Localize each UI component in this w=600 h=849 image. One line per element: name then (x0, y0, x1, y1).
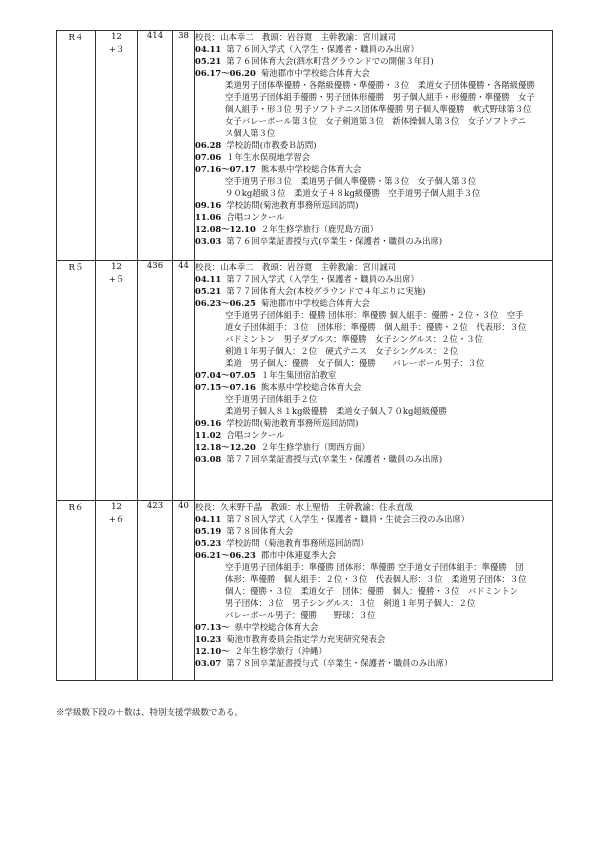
class-count-cell (96, 501, 138, 681)
event-text: 第７８回卒業証書授与式（卒業生・保護者・職員のみ出席） (226, 658, 453, 668)
event-text: 個人：優勝・３位 柔道女子 団体：優勝 個人：優勝・３位 バドミントン (225, 586, 518, 596)
event-text: 空手道男子団体組手：優勝 団体形：準優勝 個人組手：優勝・２位・３位 空手 (225, 310, 524, 320)
event-line (195, 501, 552, 513)
staff-count-cell: 40 (173, 501, 195, 681)
event-text: 第７７回体育大会(本校グラウンドで４年ぶりに実施) (226, 286, 426, 296)
year-cell: R４ (57, 31, 96, 261)
event-text: 学校訪問（菊池教育事務所巡回訪問） (226, 538, 369, 548)
event-text: ２年生修学旅行（鹿児島方面） (260, 224, 379, 234)
event-text: 第７６回体育大会(泗水町営グラウンドでの開催３年目) (226, 56, 434, 66)
event-text: 県中学校総合体育大会 (234, 622, 319, 632)
event-text: 男子団体：３位 男子シングルス：３位 剣道１年男子個人：２位 (225, 598, 476, 608)
event-line (195, 597, 552, 609)
event-date: 06.28 (195, 140, 222, 150)
event-line (195, 609, 552, 621)
event-text: 第７６回入学式（入学生・保護者・職員のみ出席） (226, 44, 419, 54)
event-text: ス個人第３位 (225, 128, 276, 138)
event-line (195, 151, 552, 163)
event-text: 校長：山本幸二 教頭：岩谷寛 主幹教諭：宮川誠司 (195, 32, 396, 42)
event-text: バレーボール男子：優勝 野球：３位 (225, 610, 376, 620)
event-date: 12.08～12.10 (195, 224, 256, 234)
event-text: 第７７回入学式（入学生・保護者・職員のみ出席） (226, 274, 419, 284)
event-date: 09.16 (195, 418, 222, 428)
event-date: 07.13～ (195, 622, 230, 632)
event-line (195, 513, 552, 525)
event-text: 柔道 男子個人：優勝 女子個人：優勝 バレーボール男子：３位 (225, 358, 485, 368)
event-date: 03.03 (195, 236, 222, 246)
event-text: １年生水俣現地学習会 (226, 152, 310, 162)
event-line (195, 235, 552, 247)
class-count: +５ (108, 275, 125, 285)
event-text: 学校訪問(菊池教育事務所巡回訪問) (226, 418, 359, 428)
event-line (195, 163, 552, 175)
event-line (195, 333, 552, 345)
event-line (195, 321, 552, 333)
event-line (195, 211, 552, 223)
class-count: 12 (111, 32, 122, 42)
event-text: 学校訪問(菊池教育事務所巡回訪問) (226, 200, 359, 210)
event-line (195, 357, 552, 369)
event-text: 第７８回体育大会 (226, 526, 294, 536)
event-line (195, 175, 552, 187)
event-line (195, 31, 552, 43)
event-text: ２年生修学旅行（関西方面） (260, 442, 370, 452)
event-text: 剣道１年男子個人：２位 硬式テニス 女子シングルス：２位 (225, 346, 459, 356)
event-line (195, 345, 552, 357)
event-line (195, 309, 552, 321)
event-date: 12.10～ (195, 646, 230, 656)
event-line (195, 453, 552, 465)
year-row (57, 501, 553, 681)
event-line (195, 273, 552, 285)
event-date: 03.08 (195, 454, 222, 464)
event-line (195, 381, 552, 393)
event-line (195, 393, 552, 405)
event-line (195, 441, 552, 453)
event-date: 04.11 (195, 514, 222, 524)
class-count: +３ (108, 45, 125, 55)
event-date: 06.23～06.25 (195, 298, 256, 308)
event-text: バドミントン 男子ダブルス：準優勝 女子シングルス：２位・３位 (225, 334, 483, 344)
event-text: ２年生修学旅行（沖縄） (234, 646, 327, 656)
event-line (195, 645, 552, 657)
event-date: 04.11 (195, 274, 222, 284)
event-list-cell (195, 261, 553, 501)
event-date: 07.15～07.16 (195, 382, 256, 392)
event-date: 06.21～06.23 (195, 550, 256, 560)
event-line (195, 549, 552, 561)
event-line (195, 115, 552, 127)
year-row (57, 261, 553, 501)
event-text: 体形：準優勝 個人組手：２位・３位 代表個人形：３位 柔道男子団体：３位 (225, 574, 527, 584)
event-line (195, 43, 552, 55)
event-line (195, 525, 552, 537)
event-line (195, 91, 552, 103)
event-date: 07.04～07.05 (195, 370, 256, 380)
event-text: 合唱コンクール (226, 212, 285, 222)
event-date: 04.11 (195, 44, 222, 54)
event-line (195, 79, 552, 91)
event-list-cell (195, 31, 553, 261)
staff-count-cell: 38 (173, 31, 195, 261)
event-line (195, 657, 552, 669)
event-line (195, 261, 552, 273)
event-text: 菊池市教育委員会指定学力充実研究発表会 (226, 634, 386, 644)
event-text: 合唱コンクール (226, 430, 285, 440)
student-count-cell: 436 (138, 261, 173, 501)
event-text: 柔道男子個人８１kg級優勝 柔道女子個人７０kg超級優勝 (225, 406, 447, 416)
event-date: 06.17～06.20 (195, 68, 256, 78)
event-line (195, 369, 552, 381)
event-line (195, 103, 552, 115)
event-text: 個人組手・形３位 男子ソフトテニス団体準優勝 男子個人準優勝 軟式野球第３位 (225, 104, 532, 114)
event-text: 校長：久米野千晶 教頭：水上聖悟 主幹教諭：住永直哉 (195, 502, 413, 512)
event-date: 12.18～12.20 (195, 442, 256, 452)
year-cell: R５ (57, 261, 96, 501)
event-line (195, 67, 552, 79)
event-line (195, 285, 552, 297)
event-text: 第７８回入学式（入学生・保護者・職員・生徒会三役のみ出席） (226, 514, 470, 524)
event-text: ９０kg超級３位 柔道女子４８kg級優勝 空手道男子個人組手３位 (225, 188, 481, 198)
event-date: 05.19 (195, 526, 222, 536)
event-text: 菊池郡市中学校総合体育大会 (260, 68, 370, 78)
event-line (195, 297, 552, 309)
event-text: １年生集団宿泊教室 (260, 370, 337, 380)
student-count-cell: 423 (138, 501, 173, 681)
event-line (195, 537, 552, 549)
event-line (195, 223, 552, 235)
event-text: 郡市中体連夏季大会 (260, 550, 337, 560)
event-text: 柔道男子団体準優勝・各階級優勝・準優勝・３位 柔道女子団体優勝・各階級優勝 (225, 80, 535, 90)
event-line (195, 621, 552, 633)
class-count-cell (96, 31, 138, 261)
event-text: 熊本県中学校総合体育大会 (260, 164, 362, 174)
event-date: 05.21 (195, 56, 222, 66)
event-text: 学校訪問(市教委Ｂ訪問) (226, 140, 317, 150)
event-list-cell (195, 501, 553, 681)
event-text: 第７６回卒業証書授与式(卒業生・保護者・職員のみ出席) (226, 236, 443, 246)
event-date: 07.16～07.17 (195, 164, 256, 174)
event-date: 05.21 (195, 286, 222, 296)
class-count: +６ (108, 515, 125, 525)
event-text: 菊池郡市中学校総合体育大会 (260, 298, 370, 308)
event-text: 空手道男子団体組手２位 (225, 394, 318, 404)
event-line (195, 561, 552, 573)
event-line (195, 127, 552, 139)
footnote: ※学級数下段の＋数は、特別支援学級数である。 (56, 708, 244, 718)
event-line (195, 633, 552, 645)
school-history-table (56, 30, 553, 681)
event-text: 熊本県中学校総合体育大会 (260, 382, 362, 392)
event-date: 03.07 (195, 658, 222, 668)
event-date: 11.06 (195, 212, 222, 222)
event-line (195, 199, 552, 211)
year-row (57, 31, 553, 261)
event-date: 09.16 (195, 200, 222, 210)
event-text: 第７７回卒業証書授与式(卒業生・保護者・職員のみ出席) (226, 454, 443, 464)
event-text: 空手道男子団体組手優勝・男子団体形優勝 男子個人組手・形優勝・準優勝 女子 (225, 92, 535, 102)
event-line (195, 429, 552, 441)
event-line (195, 573, 552, 585)
class-count-cell (96, 261, 138, 501)
event-line (195, 585, 552, 597)
event-text: 女子バレーボール第３位 女子剣道第３位 新体操個人第３位 女子ソフトテニ (225, 116, 526, 126)
event-line (195, 55, 552, 67)
event-date: 05.23 (195, 538, 222, 548)
event-text: 道女子団体組手：３位 団体形：準優勝 個人組手：優勝・２位 代表形：３位 (225, 322, 527, 332)
event-text: 校長：山本幸二 教頭：岩谷寛 主幹教諭：宮川誠司 (195, 262, 396, 272)
event-text: 空手道男子団体組手：準優勝 団体形：準優勝 空手道女子団体組手：準優勝 団 (225, 562, 524, 572)
class-count: 12 (111, 262, 122, 272)
student-count-cell: 414 (138, 31, 173, 261)
event-date: 10.23 (195, 634, 222, 644)
event-line (195, 139, 552, 151)
staff-count-cell: 44 (173, 261, 195, 501)
class-count: 12 (111, 502, 122, 512)
event-line (195, 417, 552, 429)
event-text: 空手道男子形３位 柔道男子個人準優勝・第３位 女子個人第３位 (225, 176, 477, 186)
event-date: 11.02 (195, 430, 222, 440)
event-line (195, 405, 552, 417)
event-date: 07.06 (195, 152, 222, 162)
year-cell: R６ (57, 501, 96, 681)
event-line (195, 187, 552, 199)
